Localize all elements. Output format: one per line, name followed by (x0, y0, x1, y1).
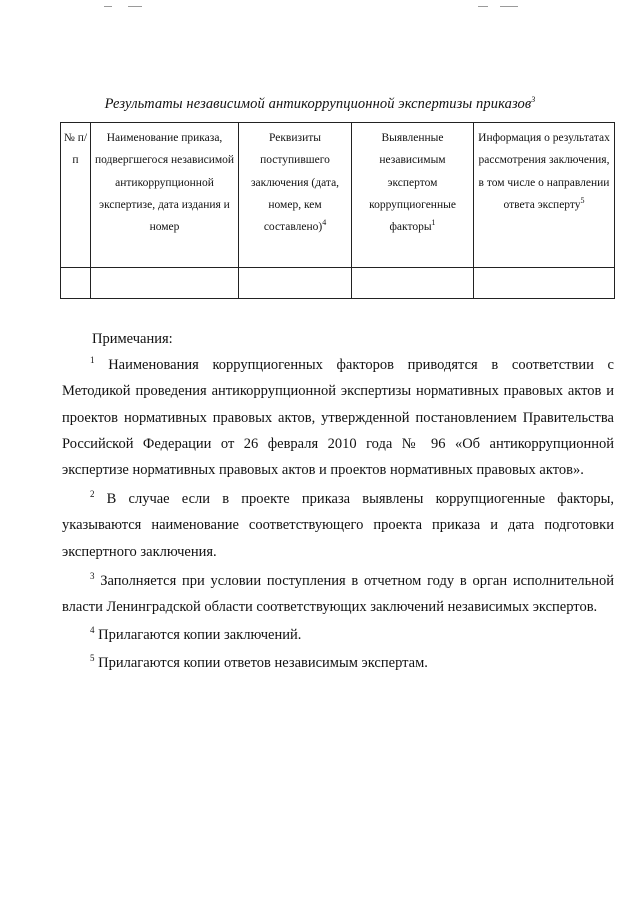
scan-artifacts (0, 4, 640, 12)
footnote-item (62, 622, 614, 648)
column-header-order-name: Наименование приказа, подвергшегося независимой антикоррупционной экспертизе, дата издания и номер (91, 123, 239, 268)
column-header-conclusion-details: Реквизиты поступившего заключения (дата, номер, кем составлено)$^4$ (239, 123, 352, 268)
table-cell (352, 268, 474, 299)
table-cell (239, 268, 352, 299)
table-cell (61, 268, 91, 299)
table-cell (91, 268, 239, 299)
footnote-mark: 1 (90, 355, 95, 366)
footnote-ref: 5 (580, 196, 585, 206)
table-header-row (61, 123, 615, 268)
column-header-factors: Выявленные независимым экспертом коррупциогенные факторы$^1$ (352, 123, 474, 268)
footnote-item (62, 568, 614, 620)
footnote-mark: 2 (90, 489, 95, 500)
document-title (0, 96, 640, 113)
footnote-item (62, 650, 614, 676)
footnote-ref: 1 (431, 218, 436, 228)
footnote-text: В случае если в проекте приказа выявлены коррупциогенные факторы, указываются наименование соответствующего проекта приказа и дата подготовки экспертного заключения. (62, 491, 614, 560)
footnote-text: Прилагаются копии ответов независимым экспертам. (94, 655, 428, 672)
table-cell (474, 268, 615, 299)
footnote-item (62, 352, 614, 483)
footnote-mark: 4 (90, 625, 95, 636)
footnote-ref: 3 (531, 95, 536, 105)
footnote-item (62, 486, 614, 565)
results-table (60, 122, 615, 299)
footnote-mark: 5 (90, 653, 95, 664)
footnote-mark: 3 (90, 571, 95, 581)
table-row (61, 268, 615, 299)
footnote-text: Заполняется при условии поступления в отчетном году в орган исполнительной власти Ленинградской области соответствующих заключений независимых экспертов. (62, 572, 614, 616)
notes-heading: Примечания: (92, 331, 173, 347)
document-title-text: Результаты независимой антикоррупционной экспертизы приказов (104, 96, 532, 112)
footnote-ref: 4 (322, 218, 327, 228)
footnote-text: Наименования коррупциогенных факторов приводятся в соответствии с Методикой проведения антикоррупционной экспертизы нормативных правовых актов и проектов нормативных правовых актов, утвержденной постановлением Правительства Российской Федерации от 26 февраля 2010 года № 96 «Об антикоррупционной экспертизе нормативных правовых актов и проектов нормативных правовых актов». (62, 357, 614, 479)
column-header-number: № п/п (61, 123, 91, 268)
column-header-review-info: Информация о результатах рассмотрения заключения, в том числе о направлении ответа эксперту$^5$ (474, 123, 615, 268)
footnote-text: Прилагаются копии заключений. (94, 627, 302, 644)
notes-section (62, 326, 614, 677)
